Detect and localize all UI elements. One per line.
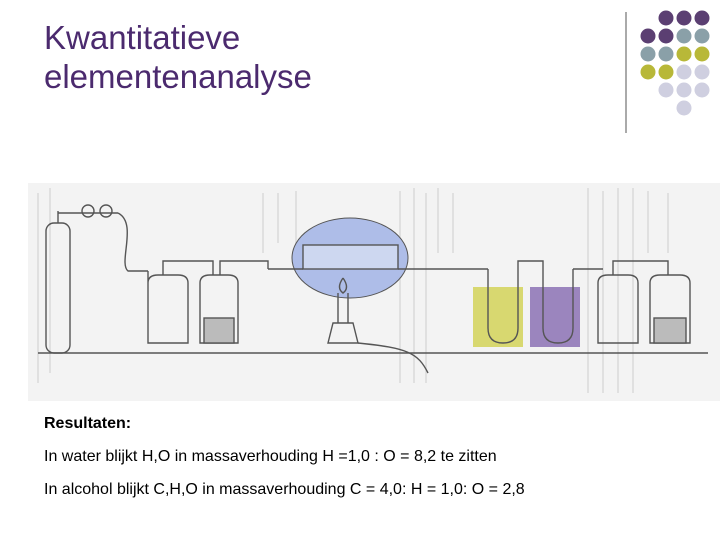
decoration-dot bbox=[695, 65, 710, 80]
decoration-dot bbox=[659, 47, 674, 62]
decoration-dot bbox=[695, 47, 710, 62]
decoration-dot bbox=[677, 65, 692, 80]
results-text bbox=[44, 415, 525, 514]
decoration-dot bbox=[641, 47, 656, 62]
decoration-dot bbox=[677, 29, 692, 44]
water-result-line: In water blijkt H,O in massaverhouding H =1,0 : O = 8,2 te zitten bbox=[44, 448, 497, 465]
apparatus-figure bbox=[28, 183, 720, 401]
decoration-dot bbox=[677, 101, 692, 116]
decoration-dot bbox=[695, 11, 710, 26]
decoration-dot bbox=[677, 11, 692, 26]
decoration-dot bbox=[659, 11, 674, 26]
decoration-dot bbox=[677, 47, 692, 62]
results-heading: Resultaten: bbox=[44, 415, 132, 432]
title-line-1: Kwantitatieve bbox=[44, 19, 241, 56]
decoration-dot bbox=[659, 65, 674, 80]
decoration-dot bbox=[677, 83, 692, 98]
decoration-dot bbox=[659, 83, 674, 98]
dot-grid-decoration-icon bbox=[0, 0, 720, 140]
decoration-dot bbox=[641, 29, 656, 44]
decoration-dot bbox=[659, 29, 674, 44]
title-line-2: elementenanalyse bbox=[44, 58, 312, 95]
decoration-dot bbox=[695, 29, 710, 44]
decoration-dot bbox=[695, 83, 710, 98]
decoration-dot bbox=[641, 65, 656, 80]
alcohol-result-line: In alcohol blijkt C,H,O in massaverhouding C = 4,0: H = 1,0: O = 2,8 bbox=[44, 481, 525, 498]
